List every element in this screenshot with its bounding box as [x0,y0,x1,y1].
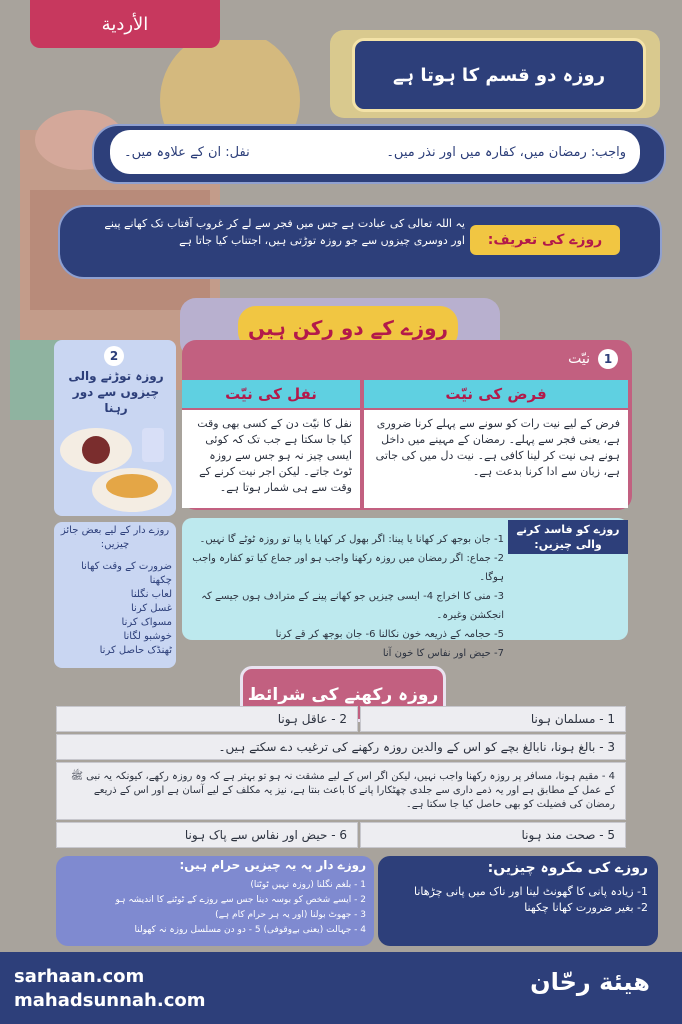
condition-text: 3 - بالغ ہونا، نابالغ بچے کو اس کے والدین روزہ رکھنے کی ترغیب دے سکتے ہیں۔ [218,740,615,754]
condition-text: 2 - عاقل ہونا [277,712,347,726]
nafl-text: نفل: ان کے علاوہ میں۔ [124,144,250,160]
list-item: 1 - بلغم نگلنا (روزہ نہیں ٹوٹتا) [250,880,366,890]
page-title-text: روزہ دو قسم کا ہوتا ہے [392,64,606,86]
list-item: 3 - جھوٹ بولنا (اور یہ ہر حرام کام ہے) [215,910,366,920]
language-tag [30,0,220,48]
list-item: 5- حجامہ کے ذریعہ خون نکالنا 6- جان بوجھ کر قے کرنا [275,629,504,640]
list-item: ضرورت کے وقت کھانا چکھنا [81,561,172,586]
list-item: 7- حیض اور نفاس کا خون آنا [382,648,504,659]
permitted-list [58,560,172,668]
fasting-types-box [110,130,640,174]
list-item: 3- منی کا اخراج 4- ایسی چیزیں جو کھانے پینے کے مترادف ہوں جیسے کہ انجکشن وغیرہ۔ [201,591,504,621]
pillar-one-header [182,344,628,374]
condition-text: 5 - صحت مند ہونا [521,828,615,842]
nafl-niyyah-text: نفل کا نیّت دن کے کسی بھی وقت کیا جا سکتا ہے جب تک کہ کوئی ایسی چیز نہ ہو جس سے روزہ ٹوٹ جاتے۔ لیکن اجر نیت کرنے کے وقت سے ہی شمار ہوتا ہے۔ [182,410,360,508]
condition-row-2 [56,734,626,760]
page-title [352,38,646,112]
list-item: 2- جماع: اگر رمضان میں روزہ رکھنا واجب ہو اور جماع کیا تو کفارہ واجب ہوگا۔ [192,553,504,583]
makruh-title: روزے کی مکروہ چیزیں: [487,860,648,876]
definition-text: یہ اللہ تعالی کی عبادت ہے جس میں فجر سے لے کر غروب آفتاب تک کھانے پینے اور دوسری چیزوں سے جو روزہ توڑتی ہیں، اجتناب کیا جاتا ہے [104,217,465,247]
list-item: ٹھنڈک حاصل کرنا [99,645,172,656]
list-item: غسل کرنا [130,603,172,614]
website-link-2[interactable]: mahadsunnah.com [14,990,206,1011]
condition-row-3 [56,762,626,820]
makruh-list [388,884,648,940]
condition-row-4a [360,822,626,848]
permitted-title: روزے دار کے لیے بعض جائز چیزیں: [60,525,170,550]
fard-niyyah-heading-text: فرض کی نیّت [445,385,547,403]
list-item: 2 - ایسے شخص کو بوسہ دینا جس سے روزے کے ٹوٹنے کا اندیشہ ہو [115,895,366,905]
list-item: 4 - جہالت (یعنی بےوقوفی) 5 - دو دن مسلسل روزہ نہ کھولنا [134,925,366,935]
wajib-text: واجب: رمضان میں، کفارہ میں اور نذر میں۔ [386,144,626,160]
pillar-one-label: نیّت [568,351,590,367]
list-item: خوشبو لگانا [123,631,172,642]
list-item: 1- جان بوجھ کر کھانا یا پینا: اگر بھول کر کھایا یا پیا تو روزہ ٹوٹے گا نہیں۔ [199,534,504,545]
nafl-niyyah-heading [182,380,360,408]
language-tag-label: الأردية [101,13,149,35]
haram-list [66,878,366,944]
condition-text: 4 - مقیم ہونا، مسافر پر روزہ رکھنا واجب نہیں، لیکن اگر اس کے لیے مشقت نہ ہو تو بہتر ہے کہ وہ روزہ رکھے، کیونکہ یہ نبی ﷺ کے عمل کے مطابق ہے اور یہ ذمے داری سے جلدی چھٹکارا پانے کا باعث بنتا ہے، نیز یہ مکلف کے لیے آسان ہے اور اس کے ذریعے رمضان کی فضیلت کو بھی حاصل کیا جا سکتا ہے۔ [70,771,615,810]
pillar-two-number: 2 [104,346,124,366]
list-item: 1- زیادہ پانی کا گھونٹ لینا اور ناک میں پانی چڑھانا [413,885,648,898]
conditions-title-text: روزہ رکھنے کی شرائط [247,684,439,705]
pillar-two-label: روزہ توڑنے والی چیزوں سے دور رہنا [68,369,164,415]
nafl-niyyah-heading-text: نفل کی نیّت [225,385,317,403]
haram-title: روزے دار پہ یہ چیزیں حرام ہیں: [179,858,366,872]
condition-row-4b [56,822,358,848]
definition-label-text: روزے کی تعریف: [487,232,603,248]
list-item: مسواک کرنا [121,617,172,628]
pillar-one-number: 1 [598,349,618,369]
condition-row-1a [360,706,626,732]
definition-label [470,225,620,255]
condition-text: 6 - حیض اور نفاس سے پاک ہونا [184,828,347,842]
pillars-title-text: روزے کے دو رکن ہیں [247,316,449,340]
website-link-1[interactable]: sarhaan.com [14,966,145,987]
invalidators-title: روزے کو فاسد کرنے والی چیزیں: [508,520,628,554]
fard-niyyah-heading [364,380,628,408]
brand-logo: هيئة رحّان [530,968,650,996]
list-item: لعاب نگلنا [130,589,172,600]
condition-row-1b [56,706,358,732]
food-plate-icon [56,420,174,516]
fard-niyyah-text: فرض کے لیے نیت رات کو سونے سے پہلے کرنا ضروری ہے، یعنی فجر سے پہلے۔ رمضان کے مہینے میں داخل ہونے ہی نیت کر لینا کافی ہے۔ نیت دل میں کی جاتی ہے، زبان سے ادا کرنا بدعت ہے۔ [364,410,628,508]
condition-text: 1 - مسلمان ہونا [530,712,615,726]
invalidators-list [186,530,504,659]
list-item: 2- بغیر ضرورت کھانا چکھنا [524,901,648,914]
